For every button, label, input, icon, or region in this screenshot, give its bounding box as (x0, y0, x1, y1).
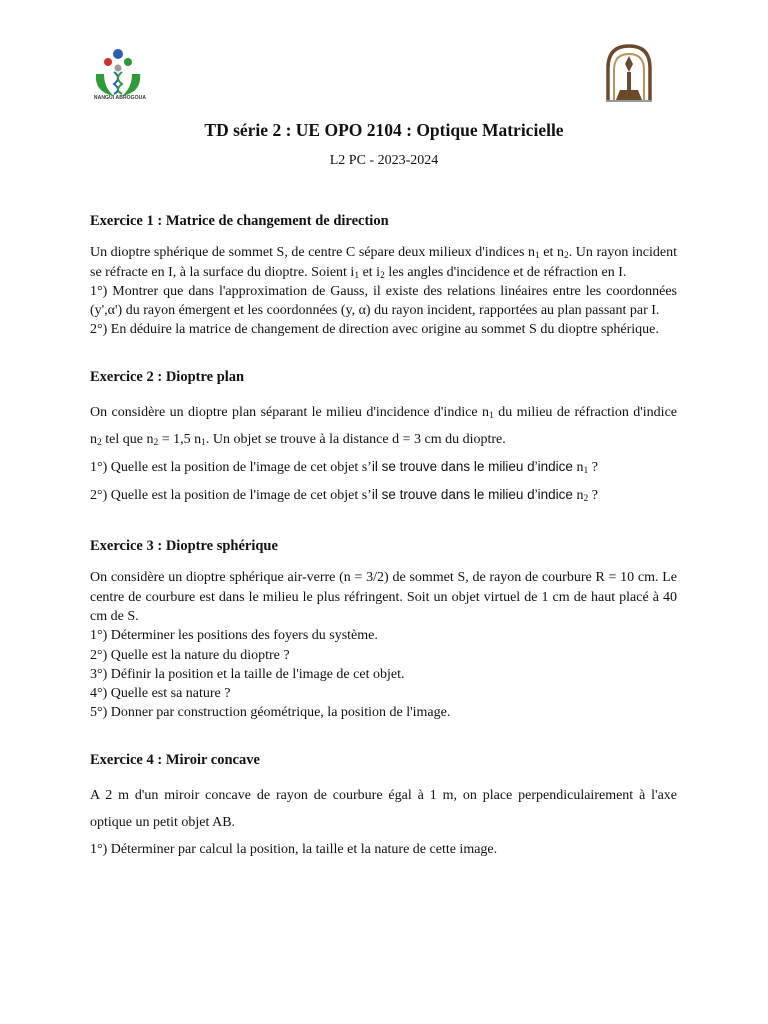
text-segment: il se trouve dans le milieu d’indice (371, 459, 573, 475)
exercise-4-question-1: 1°) Déterminer par calcul la position, la taille et la nature de cette image. (90, 842, 498, 858)
exercise-3-question-2: 2°) Quelle est la nature du dioptre ? (90, 647, 290, 663)
subscript: 1 (201, 438, 206, 449)
exercise-1 (90, 212, 677, 340)
subscript: 2 (583, 494, 589, 505)
text-segment: du milieu de réfraction d'indice n (90, 405, 678, 448)
university-logo-right (604, 42, 654, 104)
text-segment: ? (588, 460, 598, 476)
text-segment: . Un rayon incident se réfracte en I, à la surface du dioptre. Soient i (90, 245, 678, 280)
text-segment: tel que n (101, 432, 154, 448)
subscript: 1 (583, 466, 589, 477)
subscript: 2 (153, 438, 159, 449)
exercise-4-title: Exercice 4 : Miroir concave (90, 751, 260, 768)
subscript: 2 (97, 438, 102, 449)
subscript: 1 (535, 251, 540, 262)
document-subtitle: L2 PC - 2023-2024 (329, 153, 439, 168)
exercise-3-title: Exercice 3 : Dioptre sphérique (90, 538, 278, 555)
subscript: 2 (380, 270, 385, 281)
logo-caption: NANGUI ABROGOUA (93, 95, 147, 101)
text-segment: = 1,5 n (158, 432, 202, 448)
document-title: TD série 2 : UE OPO 2104 : Optique Matricielle (204, 120, 564, 140)
exercise-3-question-1: 1°) Déterminer les positions des foyers du système. (90, 628, 378, 644)
exercise-2-question-1 (90, 453, 677, 481)
document-body (90, 212, 677, 863)
subscript: 2 (563, 251, 569, 262)
text-segment: et n (539, 245, 564, 261)
text-segment: les angles d'incidence et de réfraction en I. (384, 264, 627, 280)
exercise-4-statement: A 2 m d'un miroir concave de rayon de courbure égal à 1 m, on place perpendiculairement à l'axe optique un petit objet AB. (90, 788, 677, 831)
text-segment: 1°) Quelle est la position de l'image de cet objet s’ (90, 460, 372, 476)
exercise-2 (90, 368, 677, 509)
exercise-3 (90, 537, 677, 723)
text-segment: . Un objet se trouve à la distance d = 3 cm du dioptre. (205, 432, 506, 448)
exercise-3-statement: On considère un dioptre sphérique air-verre (n = 3/2) de sommet S, de rayon de courbure R = 10 cm. Le centre de courbure est dans le milieu le plus réfringent. Soit un objet virtuel de 1 cm de haut placé à 40 cm de S. (90, 570, 677, 624)
exercise-3-question-4: 4°) Quelle est sa nature ? (90, 686, 231, 702)
text-segment: il se trouve dans le milieu d’indice (371, 487, 573, 503)
exercise-3-question-5: 5°) Donner par construction géométrique, la position de l'image. (90, 705, 451, 721)
subscript: 1 (354, 270, 360, 281)
text-segment: Un dioptre sphérique de sommet S, de centre C sépare deux milieux d'indices n (90, 245, 535, 261)
exercise-1-statement (90, 243, 677, 282)
text-segment: On considère un dioptre plan séparant le milieu d'incidence d'indice n (90, 405, 490, 421)
exercise-4 (90, 751, 677, 863)
text-segment: n (572, 460, 584, 476)
subscript: 1 (489, 411, 494, 422)
exercise-2-statement (90, 399, 677, 453)
text-segment: 2°) Quelle est la position de l'image de cet objet s’ (90, 488, 372, 504)
exercise-1-question-2: 2°) En déduire la matrice de changement de direction avec origine au sommet S du dioptre sphérique. (90, 322, 659, 338)
exercise-2-title: Exercice 2 : Dioptre plan (90, 368, 245, 385)
exercise-2-question-2 (90, 481, 677, 509)
exercise-1-title: Exercice 1 : Matrice de changement de direction (90, 213, 389, 229)
exercise-1-question-1: 1°) Montrer que dans l'approximation de Gauss, il existe des relations linéaires entre les coordonnées (y',α') du rayon émergent et les coordonnées (y, α) du rayon incident, rapportées au plan passant par I. (90, 283, 677, 319)
exercise-3-question-3: 3°) Définir la position et la taille de l'image de cet objet. (90, 666, 405, 682)
text-segment: n (572, 488, 584, 504)
text-segment: et i (359, 264, 381, 280)
text-segment: ? (588, 488, 598, 504)
